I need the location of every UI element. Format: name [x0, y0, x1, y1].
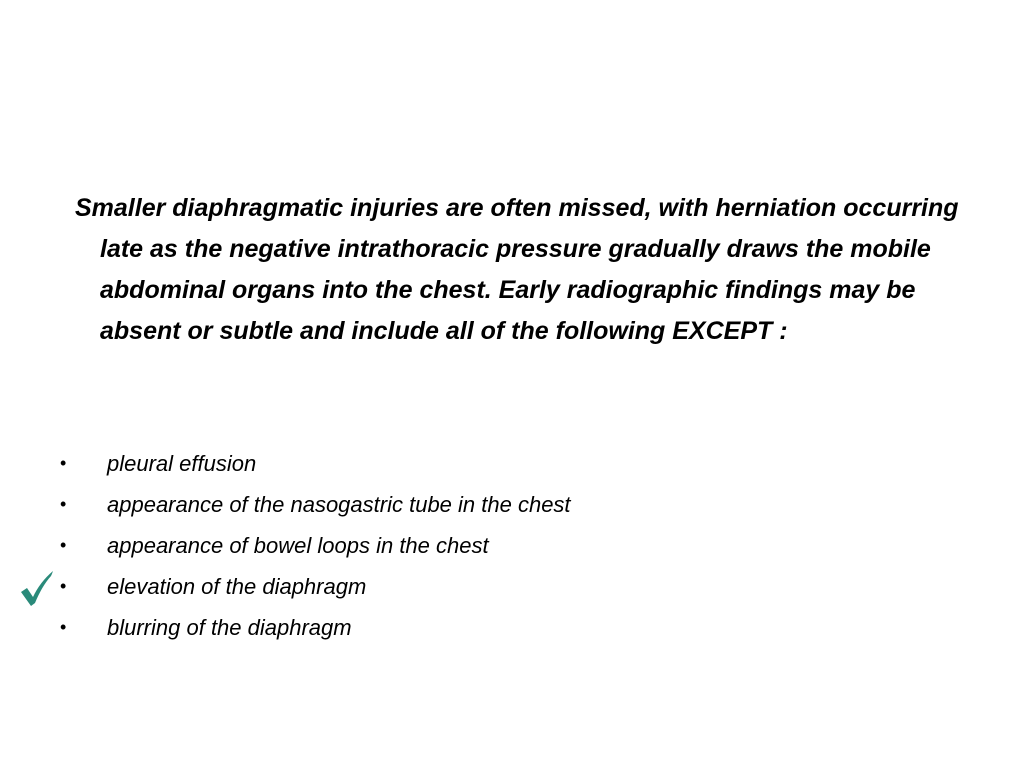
bullet-icon: •: [60, 535, 67, 555]
option-label: appearance of bowel loops in the chest: [107, 533, 489, 558]
option-label: blurring of the diaphragm: [107, 615, 352, 640]
question-text: Smaller diaphragmatic injuries are often missed, with herniation occurring late as the negative intrathoracic pressure gradually draws the mobile abdominal organs into the chest. Early radiographic findings may be absent or subtle and include all of the following EXCEPT :: [75, 194, 959, 345]
bullet-icon: •: [60, 617, 67, 637]
answer-options-list: [0, 443, 800, 648]
bullet-icon: •: [60, 494, 67, 514]
option-label: pleural effusion: [107, 451, 257, 476]
checkmark-icon: [18, 568, 56, 608]
option-item: [0, 525, 800, 566]
bullet-icon: •: [60, 453, 67, 473]
option-item: [0, 443, 800, 484]
bullet-icon: •: [60, 576, 67, 596]
option-label: elevation of the diaphragm: [107, 574, 367, 599]
option-item-correct: [0, 566, 800, 607]
option-item: [0, 607, 800, 648]
option-label: appearance of the nasogastric tube in the chest: [107, 492, 571, 517]
option-item: [0, 484, 800, 525]
